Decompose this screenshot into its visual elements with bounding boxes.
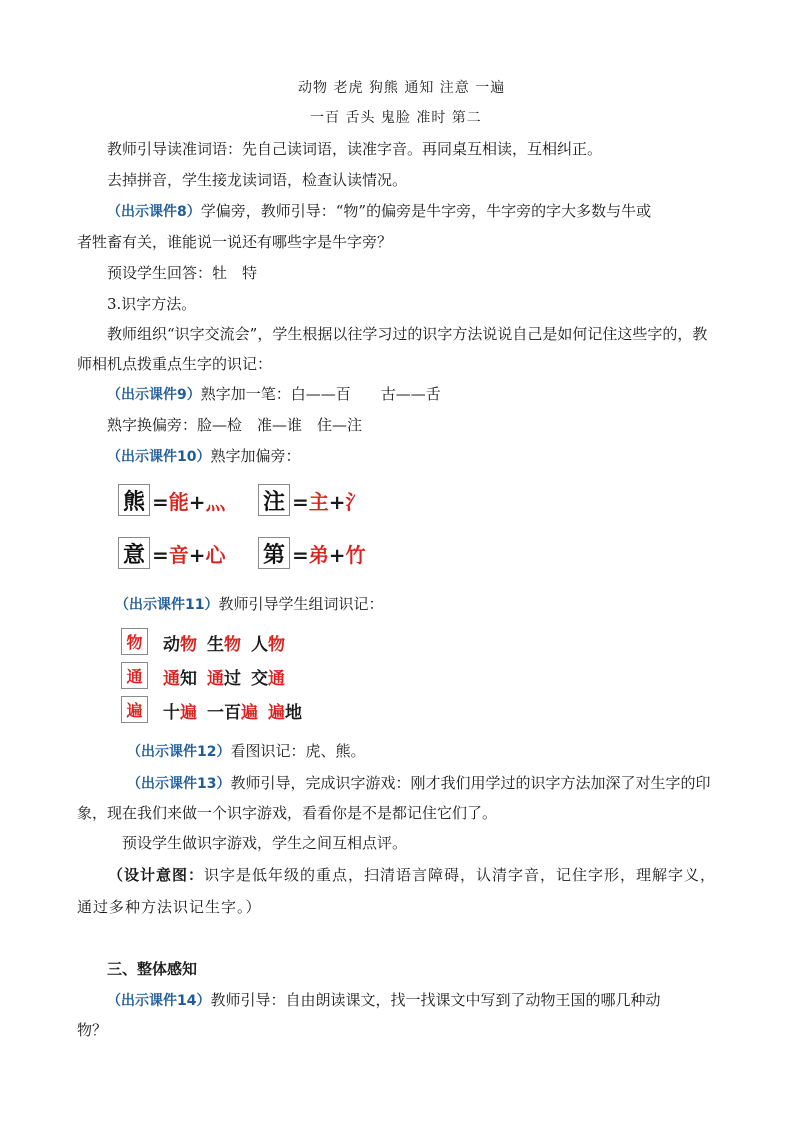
- design-intent-cont: 通过多种方法识记生字。）: [77, 898, 262, 916]
- paragraph-read-aloud-cont: 物？: [77, 1021, 108, 1039]
- paragraph-read-aloud: （出示课件14）教师引导：自由朗读课文，找一找课文中写到了动物王国的哪几种动: [107, 991, 661, 1009]
- courseware-tag-13: （出示课件13）: [127, 776, 231, 792]
- paragraph-add-stroke: （出示课件9）熟字加一笔：白——百 古——舌: [107, 385, 441, 403]
- design-intent: （设计意图：识字是低年级的重点，扫清语言障碍，认清字音，记住字形，理解字义，: [108, 866, 717, 884]
- paragraph-remove-pinyin: 去掉拼音，学生接龙读词语，检查认读情况。: [107, 171, 408, 189]
- paragraph-group-words: （出示课件11）教师引导学生组词识记：: [115, 595, 384, 613]
- paragraph-preset-game: 预设学生做识字游戏，学生之间互相点评。: [122, 834, 408, 852]
- formula-zhu: =主+氵: [292, 490, 366, 514]
- section-heading-overall: 三、整体感知: [107, 960, 198, 978]
- paragraph-game-cont: 象，现在我们来做一个识字游戏，看看你是不是都记住它们了。: [77, 804, 498, 822]
- paragraph-exchange: 教师组织“识字交流会”，学生根据以往学习过的识字方法说说自己是如何记住这些字的，教: [107, 325, 708, 343]
- vocab-line-2: 一百 舌头 鬼脸 准时 第二: [310, 110, 482, 126]
- paragraph-exchange-cont: 师相机点拨重点生字的识记：: [77, 355, 273, 373]
- paragraph-radical-cont: 者牲畜有关，谁能说一说还有哪些字是牛字旁？: [77, 233, 393, 251]
- paragraph-change-radical: 熟字换偏旁：脸—检 准—谁 住—注: [107, 416, 363, 434]
- courseware-tag-9: （出示课件9）: [107, 387, 201, 403]
- paragraph-radical: （出示课件8）学偏旁，教师引导：“物”的偏旁是牛字旁，牛字旁的字大多数与牛或: [107, 202, 652, 220]
- formula-yi: =音+心: [152, 543, 226, 567]
- word-row-bian: 十遍 一百遍 遍地: [163, 703, 302, 723]
- formula-di: =弟+竹: [292, 543, 366, 567]
- courseware-tag-12: （出示课件12）: [127, 744, 231, 760]
- word-row-wu: 动物 生物 人物: [163, 635, 285, 655]
- char-box-di: 第: [258, 537, 290, 569]
- paragraph-preset-answer: 预设学生回答：牡 特: [107, 264, 258, 282]
- char-box-zhu: 注: [258, 484, 290, 516]
- word-char-box-bian: 遍: [121, 696, 148, 723]
- courseware-tag-11: （出示课件11）: [115, 597, 219, 613]
- vocab-line-1: 动物 老虎 狗熊 通知 注意 一遍: [298, 80, 506, 96]
- paragraph-read-words: 教师引导读准词语：先自己读词语，读准字音。再同桌互相读，互相纠正。: [107, 140, 603, 158]
- paragraph-picture: （出示课件12）看图识记：虎、熊。: [127, 742, 366, 760]
- word-char-box-tong: 通: [121, 662, 148, 689]
- courseware-tag-10: （出示课件10）: [107, 449, 211, 465]
- courseware-tag-8: （出示课件8）: [107, 204, 201, 220]
- formula-xiong: =能+灬: [152, 490, 226, 514]
- char-box-yi: 意: [118, 537, 150, 569]
- paragraph-add-radical: （出示课件10）熟字加偏旁：: [107, 447, 301, 465]
- paragraph-game: （出示课件13）教师引导，完成识字游戏：刚才我们用学过的识字方法加深了对生字的印: [127, 774, 711, 792]
- heading-method: 3.识字方法。: [107, 295, 197, 313]
- char-box-xiong: 熊: [118, 484, 150, 516]
- word-row-tong: 通知 通过 交通: [163, 669, 285, 689]
- word-char-box-wu: 物: [121, 628, 148, 655]
- courseware-tag-14: （出示课件14）: [107, 993, 211, 1009]
